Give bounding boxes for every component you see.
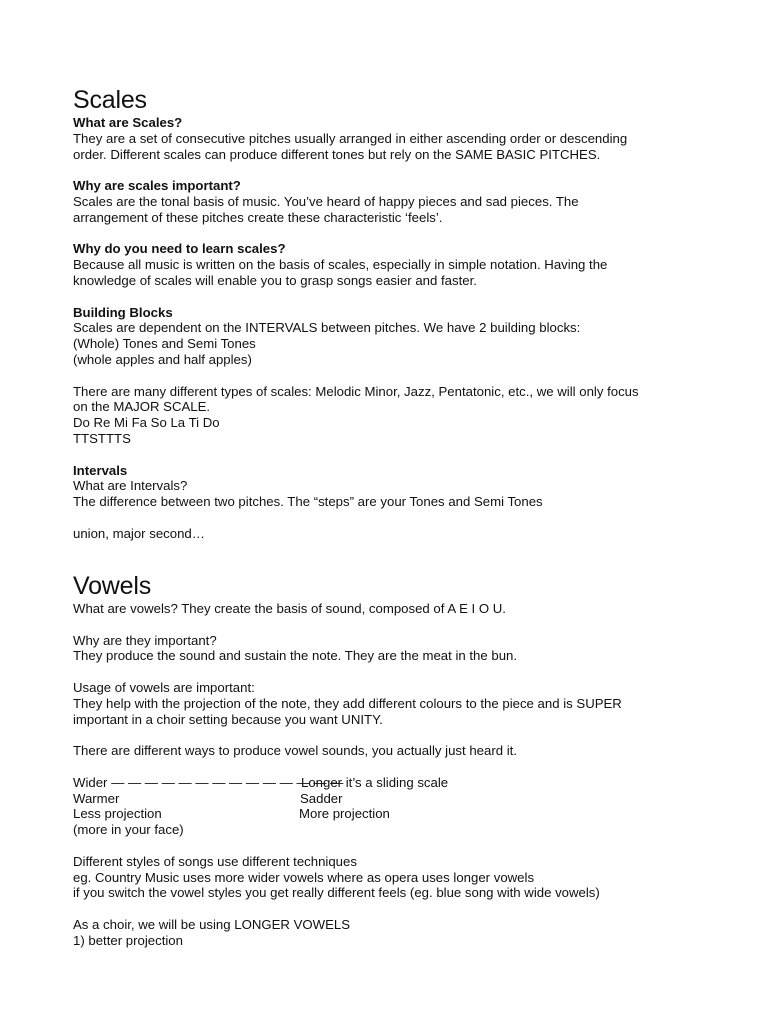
vowel-scale-row [73, 822, 713, 838]
interval-pattern-line: TTSTTTS [73, 430, 131, 446]
vowels-title: Vowels [73, 572, 152, 600]
types-line-2: on the MAJOR SCALE. [73, 399, 211, 415]
vowel-scale-table [73, 775, 713, 838]
solfege-line: Do Re Mi Fa So La Ti Do [73, 415, 220, 431]
intervals-heading: Intervals [73, 462, 128, 478]
vowel-scale-row [73, 775, 713, 791]
usage-line-2: They help with the projection of the note, they add different colours to the piece and is SUPER [73, 695, 622, 711]
blocks-line-2: (Whole) Tones and Semi Tones [73, 336, 256, 352]
ways-line: There are different ways to produce vowel sounds, you actually just heard it. [73, 743, 517, 759]
what-are-scales-heading: What are Scales? [73, 115, 183, 130]
building-blocks-heading: Building Blocks [73, 304, 173, 320]
usage-line-3: important in a choir setting because you want UNITY. [73, 711, 383, 727]
usage-line-1: Usage of vowels are important: [73, 679, 255, 695]
vowel-scale-left: Warmer [73, 790, 120, 806]
blocks-line-3: (whole apples and half apples) [73, 351, 252, 367]
learn-line-2: knowledge of scales will enable you to grasp songs easier and faster. [73, 272, 477, 288]
vowels-section [73, 571, 713, 949]
choir-line: As a choir, we will be using LONGER VOWELS [73, 916, 351, 932]
blocks-line-1: Scales are dependent on the INTERVALS between pitches. We have 2 building blocks: [73, 320, 581, 336]
why-line-1: Scales are the tonal basis of music. You’ve heard of happy pieces and sad pieces. The [73, 193, 579, 209]
learn-scales-heading: Why do you need to learn scales? [73, 241, 286, 257]
vowel-scale-row [73, 791, 713, 807]
styles-line-2: eg. Country Music uses more wider vowels where as opera uses longer vowels [73, 869, 535, 885]
vowel-scale-left: Wider — — — — — — — — — — — — — — [73, 774, 344, 790]
vowels-intro: What are vowels? They create the basis of sound, composed of A E I O U. [73, 601, 506, 616]
vowel-scale-row [73, 806, 713, 822]
vowel-scale-right: Sadder [300, 790, 343, 806]
choir-list-item: 1) better projection [73, 932, 183, 948]
vowel-scale-right: More projection [299, 806, 390, 822]
what-line-2: order. Different scales can produce different tones but rely on the SAME BASIC PITCHES. [73, 146, 601, 162]
styles-line-1: Different styles of songs use different techniques [73, 853, 357, 869]
types-line-1: There are many different types of scales: Melodic Minor, Jazz, Pentatonic, etc., we will only focus [73, 383, 639, 399]
intervals-note: union, major second… [73, 525, 205, 541]
vowel-scale-right: Longer it’s a sliding scale [301, 774, 449, 790]
intervals-line-1: What are Intervals? [73, 478, 188, 494]
important-question: Why are they important? [73, 632, 217, 648]
scales-title: Scales [73, 86, 147, 114]
styles-line-3: if you switch the vowel styles you get really different feels (eg. blue song with wide vowels) [73, 885, 600, 901]
vowel-scale-left: (more in your face) [73, 822, 184, 838]
intervals-line-2: The difference between two pitches. The “steps” are your Tones and Semi Tones [73, 494, 543, 510]
why-line-2: arrangement of these pitches create these characteristic ‘feels’. [73, 209, 443, 225]
scales-section [73, 85, 713, 542]
learn-line-1: Because all music is written on the basis of scales, especially in simple notation. Having the [73, 257, 608, 273]
what-line-1: They are a set of consecutive pitches usually arranged in either ascending order or descending [73, 130, 628, 146]
why-scales-heading: Why are scales important? [73, 178, 241, 194]
vowel-scale-left: Less projection [73, 806, 162, 822]
important-answer: They produce the sound and sustain the note. They are the meat in the bun. [73, 648, 518, 664]
